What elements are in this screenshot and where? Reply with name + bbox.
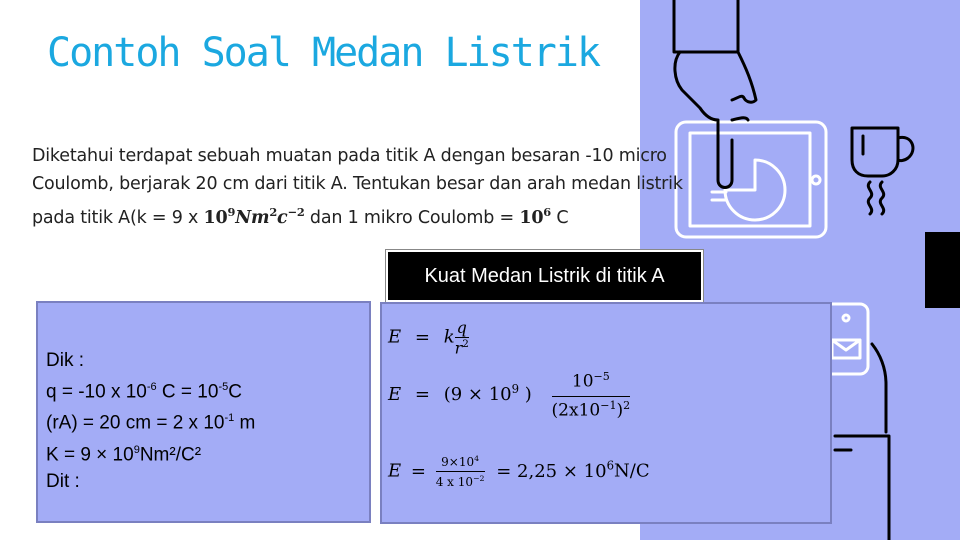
- dit-heading: Dit :: [46, 470, 80, 492]
- dik-heading: Dik :: [46, 350, 84, 371]
- solution-box: [380, 302, 832, 524]
- given-list: [46, 347, 255, 495]
- equation-2: $E = (9 \times 10^9$ ) $\frac{10^{-5}}{(2x10^{-1})^2}$: [388, 370, 631, 421]
- given-q: q = -10 x $10^{-6}$ $C = 10^{-5}C$: [46, 381, 242, 403]
- given-box: [36, 301, 371, 523]
- equation-3: E = $\frac{9\times 10^4}{4 x 10^{-2}}$ = $2,25 \times 10^6N/C$: [388, 454, 650, 489]
- equation-1: E = k $\frac{q}{r^2}$: [388, 318, 469, 358]
- mug-icon: [852, 128, 913, 214]
- given-k: $K = 9 \times 10^9Nm^2/C^2$: [46, 443, 202, 465]
- problem-line-2: Coulomb, berjarak 20 cm dari titik A. Tentukan besar dan arah medan listrik: [32, 174, 683, 194]
- given-r: (rA) = 20 cm = 2 x $10^{-1}$ m: [46, 412, 256, 434]
- problem-line-3: pada titik A(k = 9 x $10^9Nm^2c^{-2}$ dan 1 mikro Coulomb = $10^6$ C: [32, 205, 569, 228]
- problem-line-1: Diketahui terdapat sebuah muatan pada titik A dengan besaran -10 micro: [32, 146, 667, 166]
- slide-edge-marker: [925, 232, 960, 308]
- page-title: Contoh Soal Medan Listrik: [47, 30, 600, 76]
- phone-hand-icon: [824, 304, 889, 540]
- problem-statement: [32, 142, 812, 232]
- section-label: Kuat Medan Listrik di titik A: [386, 250, 703, 302]
